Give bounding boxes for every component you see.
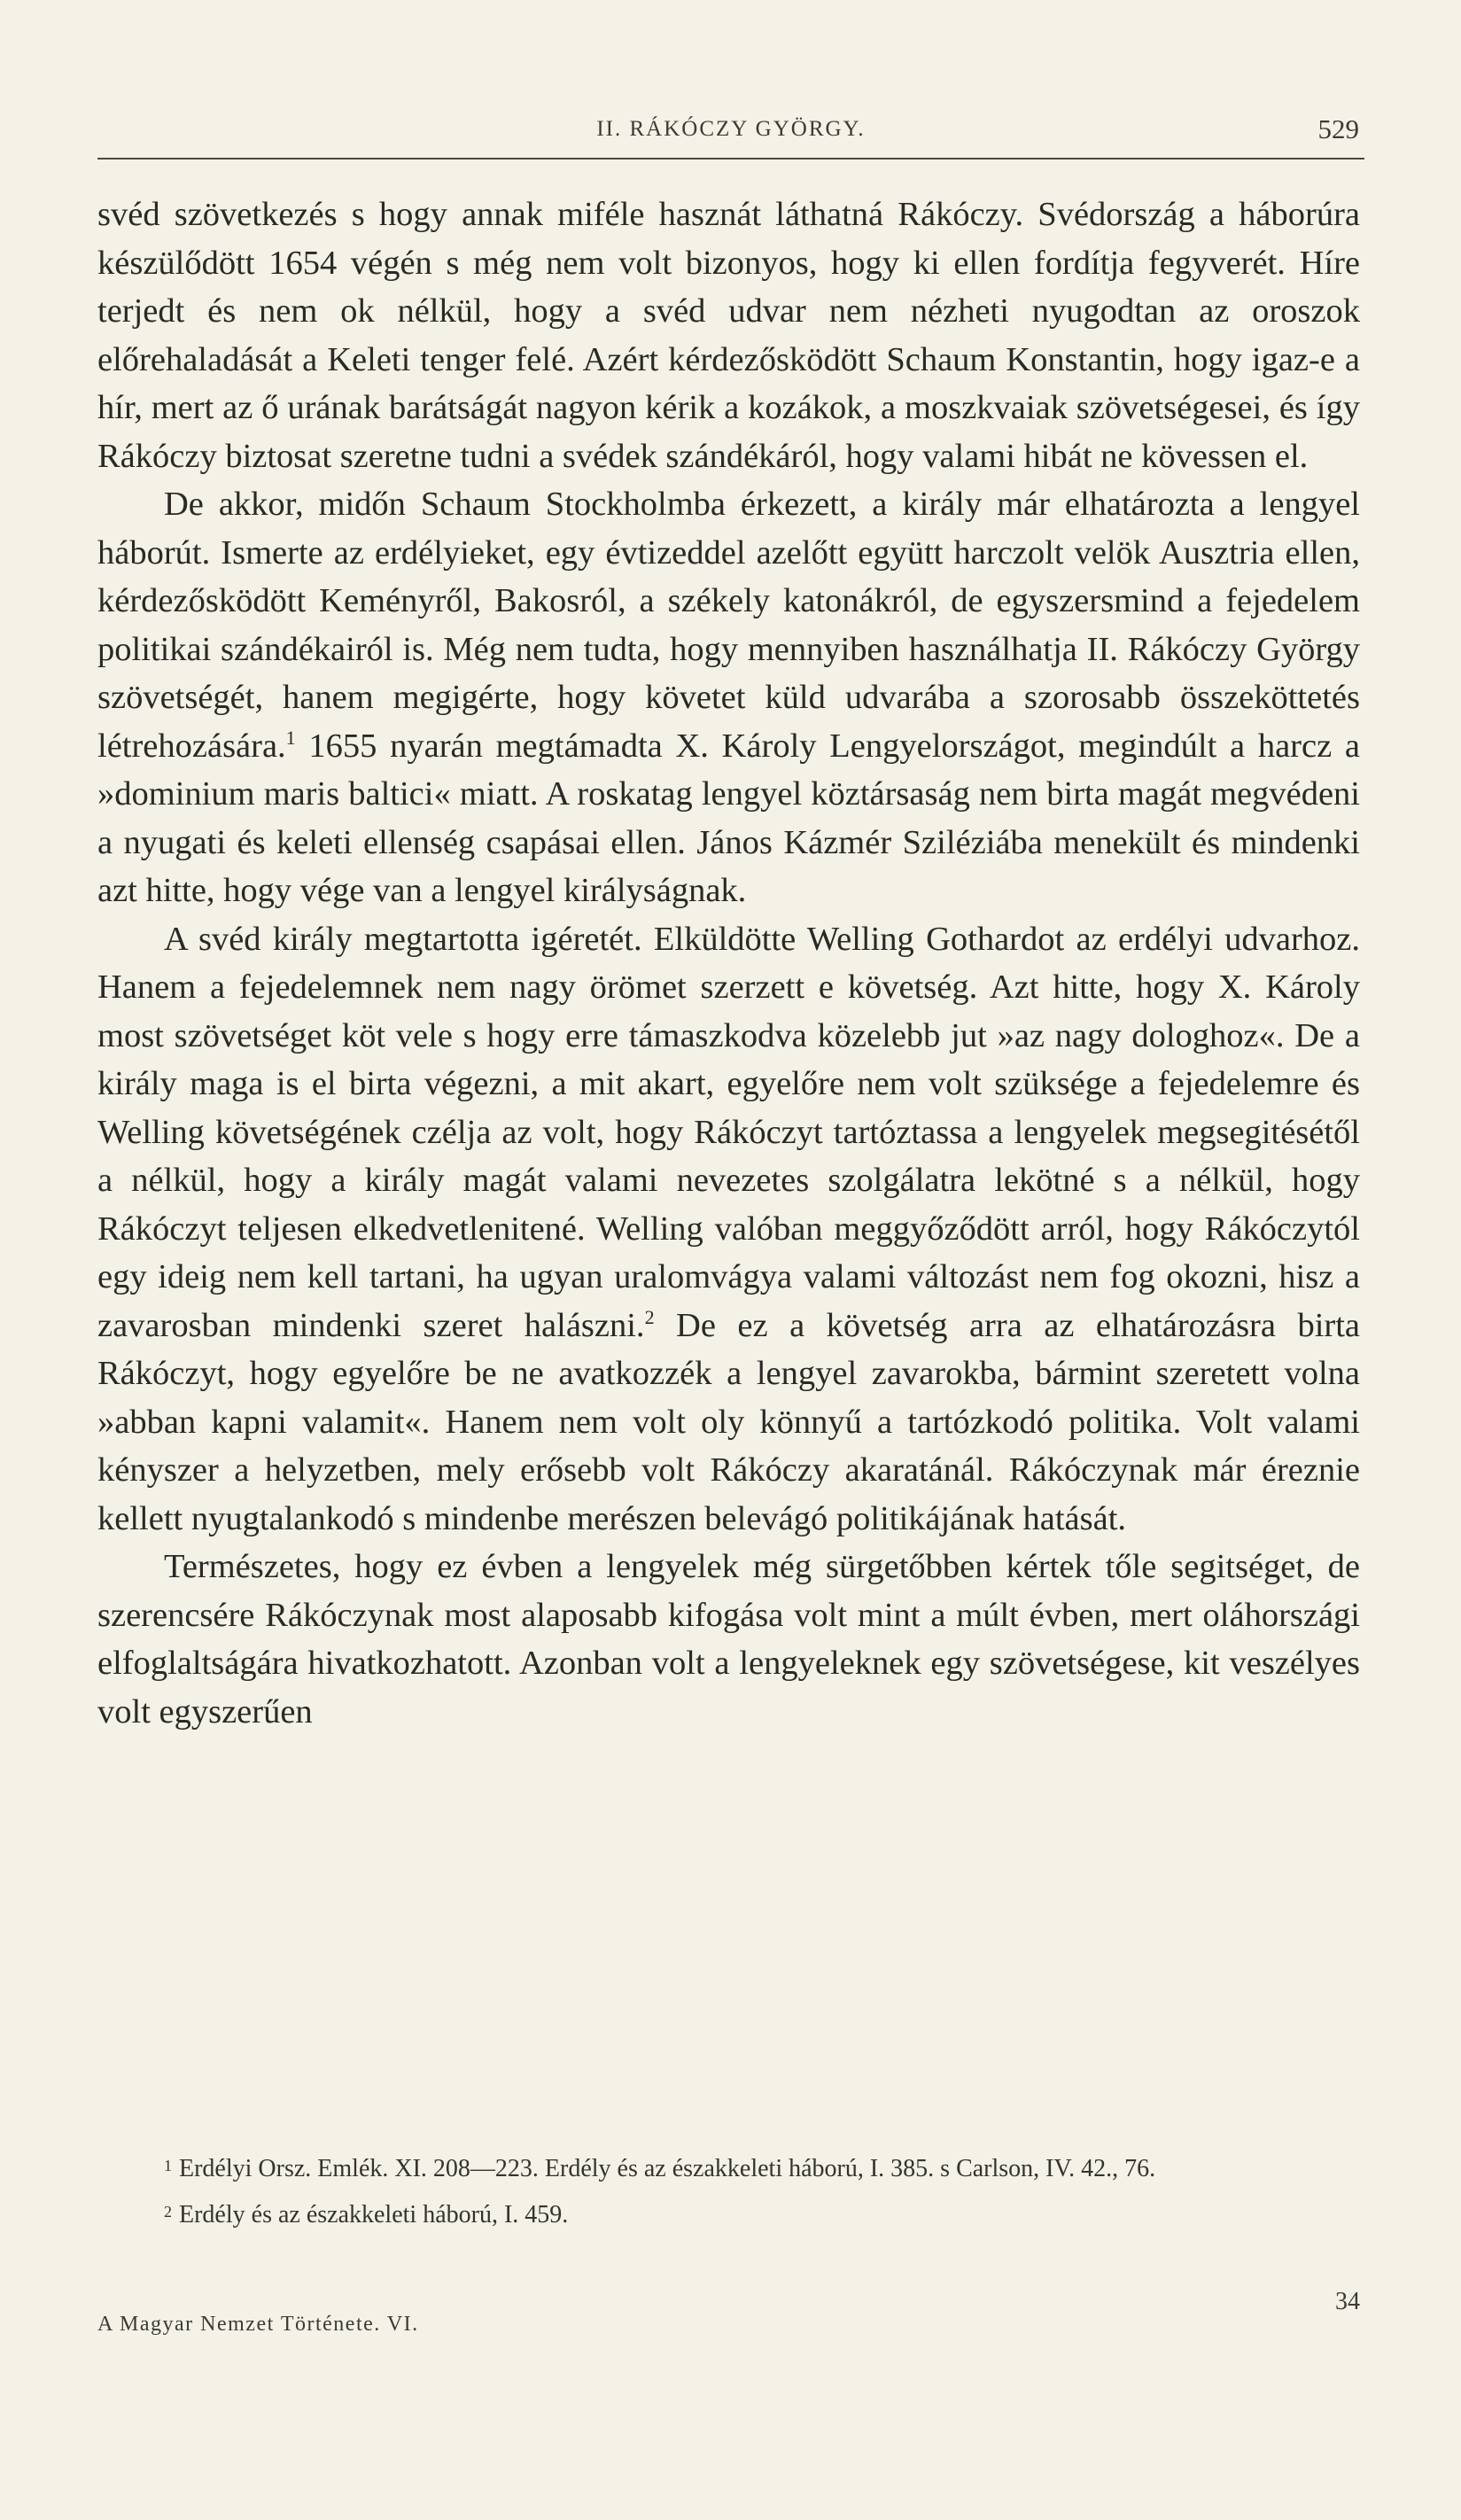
paragraph-3 — [97, 915, 1360, 1544]
footnote-1-mark: 1 — [164, 2157, 172, 2174]
page-number: 529 — [1317, 113, 1359, 144]
running-header — [97, 105, 1364, 159]
body-text — [97, 191, 1360, 1736]
footnote-2-mark: 2 — [164, 2203, 172, 2221]
paragraph-2-text: De akkor, midőn Schaum Stockholmba érkezett, a király már elhatározta a lengyel háborút. Ismerte az erdélyieket, egy évtizeddel azelőtt együtt harczolt velök Ausztria ellen, kérdezősködött Keményről, Bakosról, a székely katonákról, de egyszersmind a fejedelem politikai szándékairól is. Még nem tudta, hogy mennyiben használhatja II. Rákóczy György szövetségét, hanem megigérte, hogy követet küld udvarába a szorosabb összeköttetés létrehozására. — [97, 486, 1360, 765]
footnote-2 — [97, 2190, 1360, 2236]
footnote-2-text: Erdély és az északkeleti háború, I. 459. — [179, 2201, 569, 2228]
paragraph-3-continuation: De ez a követség arra az elhatározásra birta Rákóczyt, hogy egyelőre be ne avatkozzék a lengyel zavarokba, bármint szeretett volna »abban kapni valamit«. Hanem nem volt oly könnyű a tartózkodó politika. Volt valami kényszer a helyzetben, mely erősebb volt Rákóczy akaratánál. Rákóczynak már éreznie kellett nyugtalankodó s mindenbe merészen belevágó politikájának hatását. — [97, 1306, 1361, 1537]
running-title: II. RÁKÓCZY GYÖRGY. — [596, 117, 866, 141]
footnotes — [97, 2144, 1360, 2236]
paragraph-2-continuation: 1655 nyarán megtámadta X. Károly Lengyelországot, megindúlt a harcz a »dominium maris baltici« miatt. A roskatag lengyel köztársaság nem birta magát megvédeni a nyugati és keleti ellenség csapásai ellen. János Kázmér Sziléziába menekült és mindenki azt hitte, hogy vége van a lengyel királyságnak. — [97, 727, 1360, 909]
footnote-ref-2: 2 — [644, 1305, 655, 1328]
paragraph-1: svéd szövetkezés s hogy annak miféle hasznát láthatná Rákóczy. Svédország a háborúra készülődött 1654 végén s még nem volt bizonyos, hogy ki ellen fordítja fegyverét. Híre terjedt és nem ok nélkül, hogy a svéd udvar nem nézheti nyugodtan az oroszok előrehaladását a Keleti tenger felé. Azért kérdezősködött Schaum Konstantin, hogy igaz-e a hír, mert az ő urának barátságát nagyon kérik a kozákok, a moszkvaiak szövetségesei, és így Rákóczy biztosat szeretne tudni a svédek szándékáról, hogy valami hibát ne kövessen el. — [97, 196, 1360, 475]
paragraph-2 — [97, 480, 1360, 915]
footnote-ref-1: 1 — [285, 726, 296, 749]
footnote-1-text: Erdélyi Orsz. Emlék. XI. 208—223. Erdély és az északkeleti háború, I. 385. s Carlson, IV. 42., 76. — [179, 2155, 1156, 2182]
paragraph-3-text: A svéd király megtartotta igéretét. Elküldötte Welling Gothardot az erdélyi udvarhoz. Hanem a fejedelemnek nem nagy örömet szerzett e követség. Azt hitte, hogy X. Károly most szövetséget köt vele s hogy erre támaszkodva közelebb jut »az nagy dologhoz«. De a király maga is el birta végezni, a mit akart, egyelőre nem volt szüksége a fejedelemre és Welling követségének czélja az volt, hogy Rákóczyt tartóztassa a lengyelek megsegitésétől a nélkül, hogy a király magát valami nevezetes szolgálatra lekötné s a nélkül, hogy Rákóczyt teljesen elkedvetlenitené. Welling valóban meggyőződött arról, hogy Rákóczytól egy ideig nem kell tartani, ha ugyan uralomvágya valami változást nem fog okozni, hisz a zavarosban mindenki szeret halászni. — [97, 920, 1360, 1344]
printer-signature: A Magyar Nemzet Története. VI. — [97, 2313, 419, 2336]
paragraph-4: Természetes, hogy ez évben a lengyelek még sürgetőbben kértek tőle segitséget, de szerencsére Rákóczynak most alaposabb kifogása volt mint a múlt évben, mert oláhországi elfoglaltságára hivatkozhatott. Azonban volt a lengyeleknek egy szövetségese, kit veszélyes volt egyszerűen — [97, 1548, 1360, 1731]
footnote-1 — [97, 2144, 1360, 2190]
sheet-number: 34 — [1335, 2288, 1360, 2315]
signature-line — [97, 2288, 1360, 2336]
